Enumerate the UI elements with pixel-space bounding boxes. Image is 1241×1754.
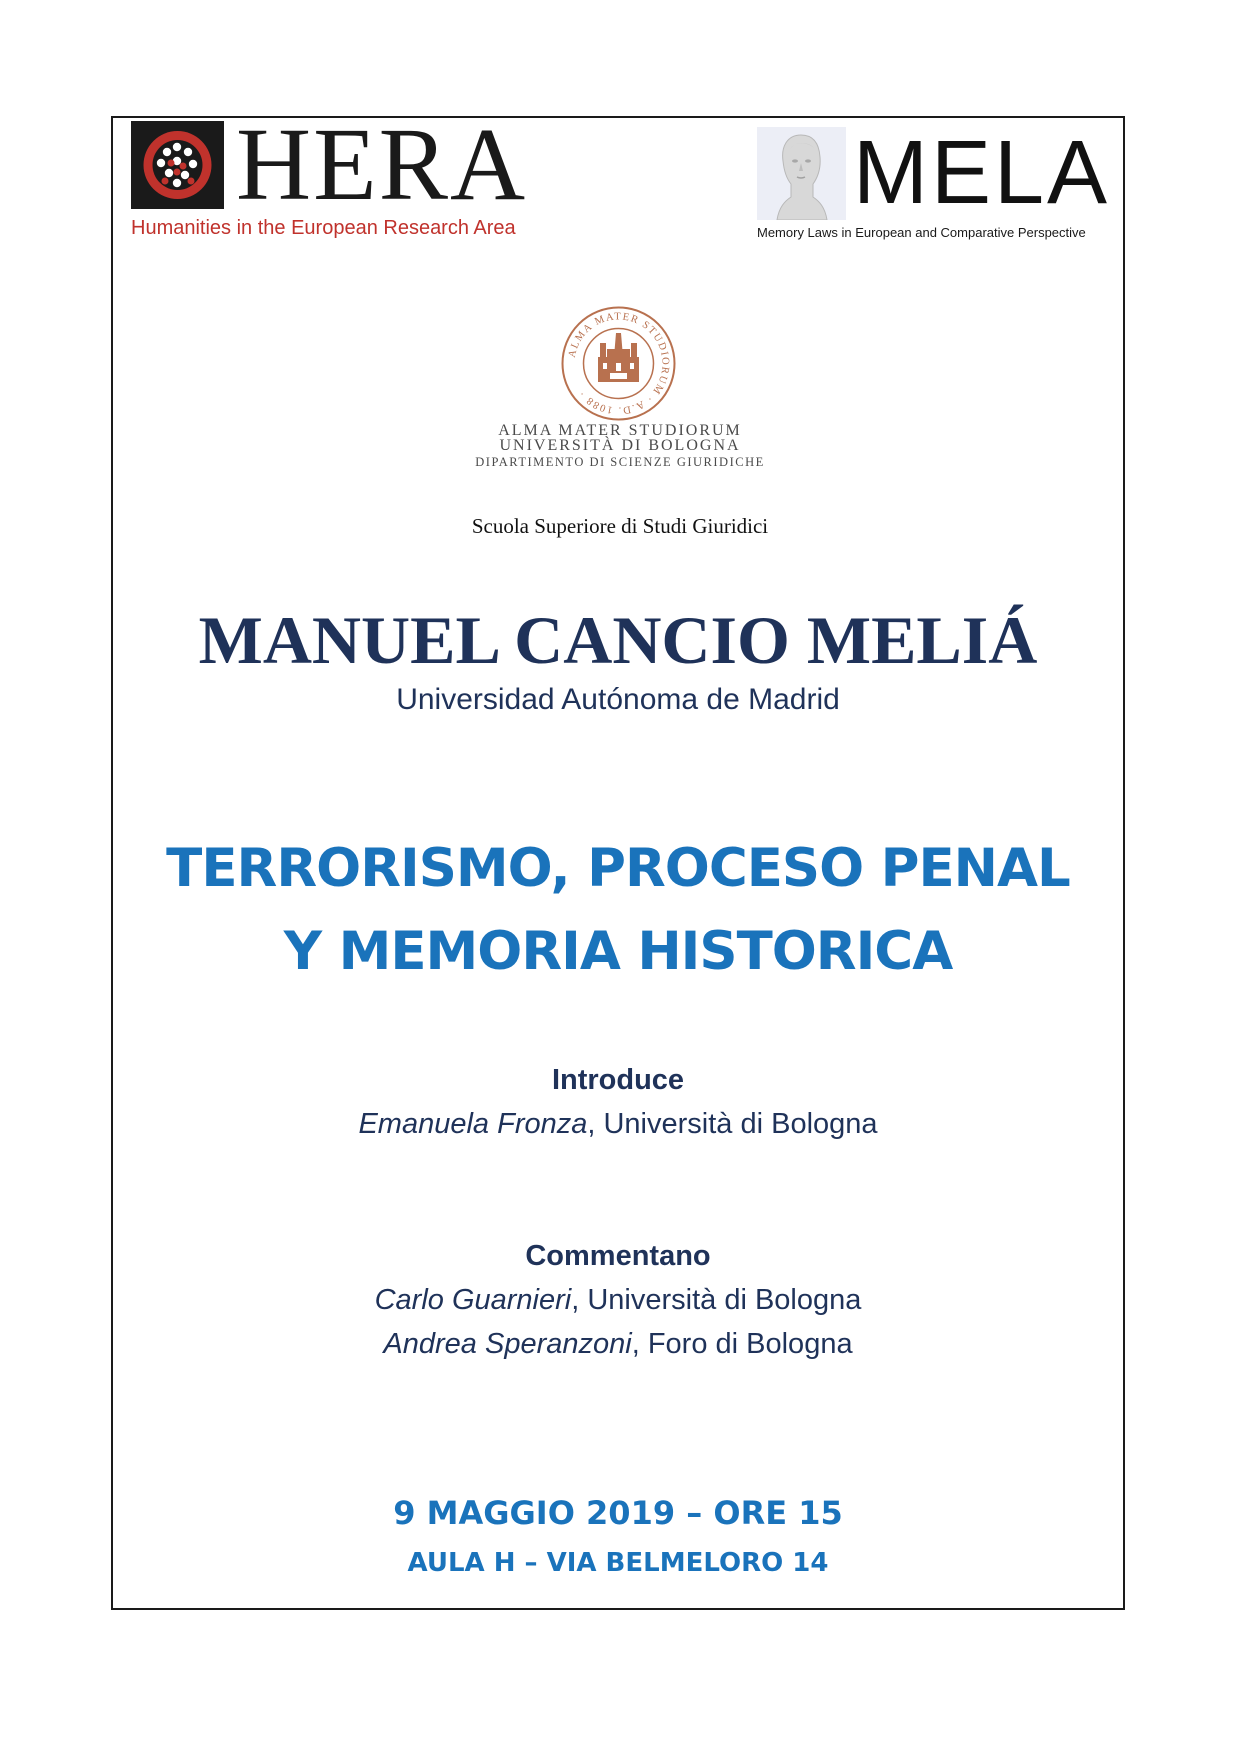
introducer-entry [111,1108,1125,1141]
hera-logo-tagline: Humanities in the European Research Area [131,217,516,239]
university-seal-icon [560,305,677,422]
person-affiliation: , Università di Bologna [587,1108,878,1140]
event-place: AULA H – VIA BELMELORO 14 [407,1548,829,1578]
commentano-label: Commentano [525,1240,711,1272]
person-affiliation: , Foro di Bologna [631,1328,853,1360]
mela-logo-tagline: Memory Laws in European and Comparative Perspective [757,225,1086,240]
hera-logo-icon [131,121,224,209]
svg-text:ALMA MATER STUDIORUM · A.D. 10: ALMA MATER STUDIORUM · A.D. 1088 · [566,311,671,416]
speaker-affiliation: Universidad Autónoma de Madrid [396,683,840,716]
lecture-title-line1: TERRORISMO, PROCESO PENAL [166,838,1070,899]
person-name: Carlo Guarnieri [374,1284,572,1316]
introduce-label: Introduce [551,1064,685,1096]
person-affiliation: , Università di Bologna [571,1284,862,1316]
school-name: Scuola Superiore di Studi Giuridici [471,514,769,538]
mela-logo-wordmark: MELA [853,123,1111,223]
university-department: DIPARTIMENTO DI SCIENZE GIURIDICHE [475,455,765,469]
hera-logo-wordmark: HERA [236,107,528,222]
mela-logo-bust-image [757,127,846,220]
speaker-name: MANUEL CANCIO MELIÁ [198,602,1038,678]
commentator-entry [111,1328,1125,1361]
person-name: Andrea Speranzoni [383,1328,632,1360]
lecture-title-line2: Y MEMORIA HISTORICA [283,921,953,982]
commentator-entry [111,1284,1125,1317]
event-date: 9 MAGGIO 2019 – ORE 15 [393,1494,843,1532]
university-name-line1: ALMA MATER STUDIORUM [498,422,742,439]
person-name: Emanuela Fronza [358,1108,588,1140]
university-name-line2: UNIVERSITÀ DI BOLOGNA [499,437,741,454]
